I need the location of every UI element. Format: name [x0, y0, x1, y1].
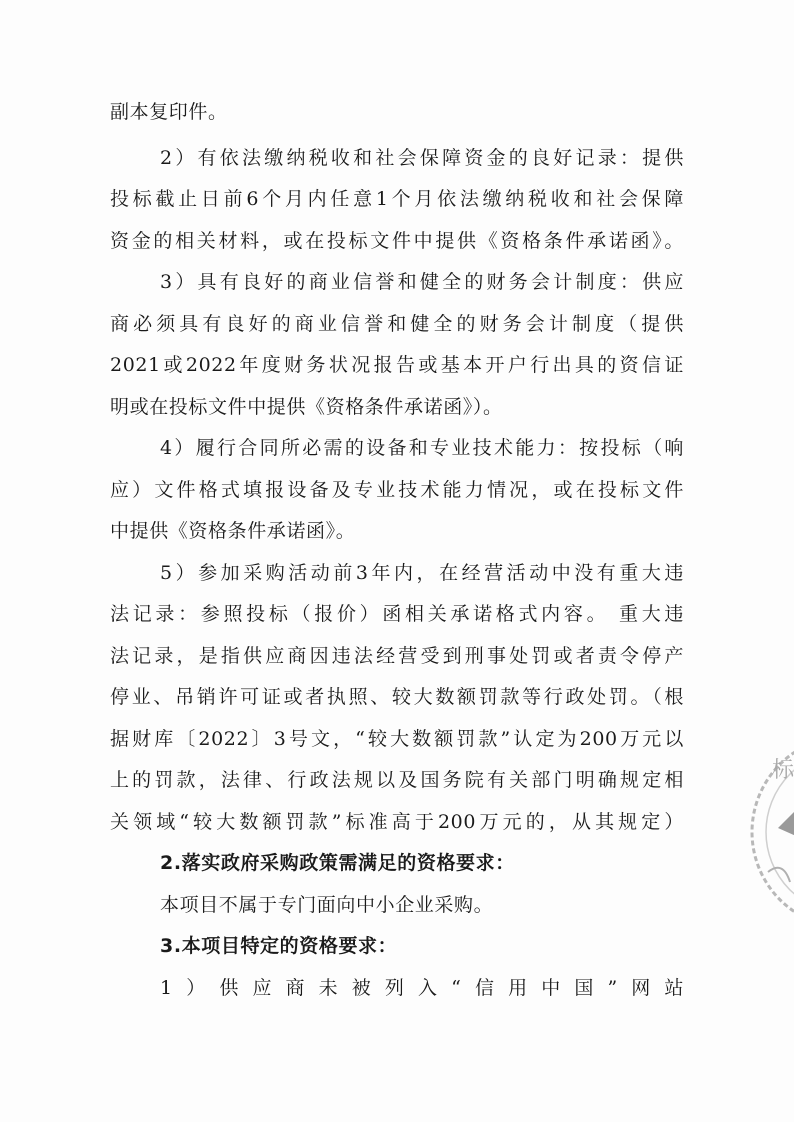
text-line: 法记录，是指供应商因违法经营受到刑事处罚或者责令停产 — [110, 645, 684, 667]
text-line: 资金的相关材料，或在投标文件中提供《资格条件承诺函》。 — [110, 230, 684, 252]
text-line: 3）具有良好的商业信誉和健全的财务会计制度：供应 — [160, 271, 684, 293]
text-line: 中提供《资格条件承诺函》。 — [110, 520, 356, 542]
text-line: 停业、吊销许可证或者执照、较大数额罚款等行政处罚。（根 — [110, 686, 684, 708]
text-line: 本项目不属于专门面向中小企业采购。 — [160, 894, 494, 916]
text-line: 投标截止日前6个月内任意1个月依法缴纳税收和社会保障 — [110, 188, 684, 210]
text-line: 据财库〔2022〕3号文，“较大数额罚款”认定为200万元以 — [110, 728, 684, 750]
text-line: 应）文件格式填报设备及专业技术能力情况，或在投标文件 — [110, 479, 684, 501]
text-line: 法记录：参照投标（报价）函相关承诺格式内容。 重大违 — [110, 603, 684, 625]
section-heading: 2.落实政府采购政策需满足的资格要求： — [160, 852, 515, 874]
seal-text: 标 — [772, 758, 794, 783]
text-line: 明或在投标文件中提供《资格条件承诺函》）。 — [110, 396, 503, 418]
text-line: 商必须具有良好的商业信誉和健全的财务会计制度（提供 — [110, 313, 684, 335]
text-line: 1）供应商未被列入“信用中国”网站 — [160, 977, 684, 999]
text-line: 2021或2022年度财务状况报告或基本开户行出具的资信证 — [110, 354, 684, 376]
text-line: 4）履行合同所必需的设备和专业技术能力：按投标（响 — [160, 437, 684, 459]
seal-stamp — [738, 732, 794, 932]
text-line: 2）有依法缴纳税收和社会保障资金的良好记录：提供 — [160, 147, 684, 169]
text-line: 关领域“较大数额罚款”标准高于200万元的，从其规定） — [110, 811, 684, 833]
text-line: 5）参加采购活动前3年内，在经营活动中没有重大违 — [160, 562, 684, 584]
section-heading: 3.本项目特定的资格要求： — [160, 935, 398, 957]
text-line: 上的罚款，法律、行政法规以及国务院有关部门明确规定相 — [110, 769, 684, 791]
text-line: 副本复印件。 — [110, 101, 228, 123]
